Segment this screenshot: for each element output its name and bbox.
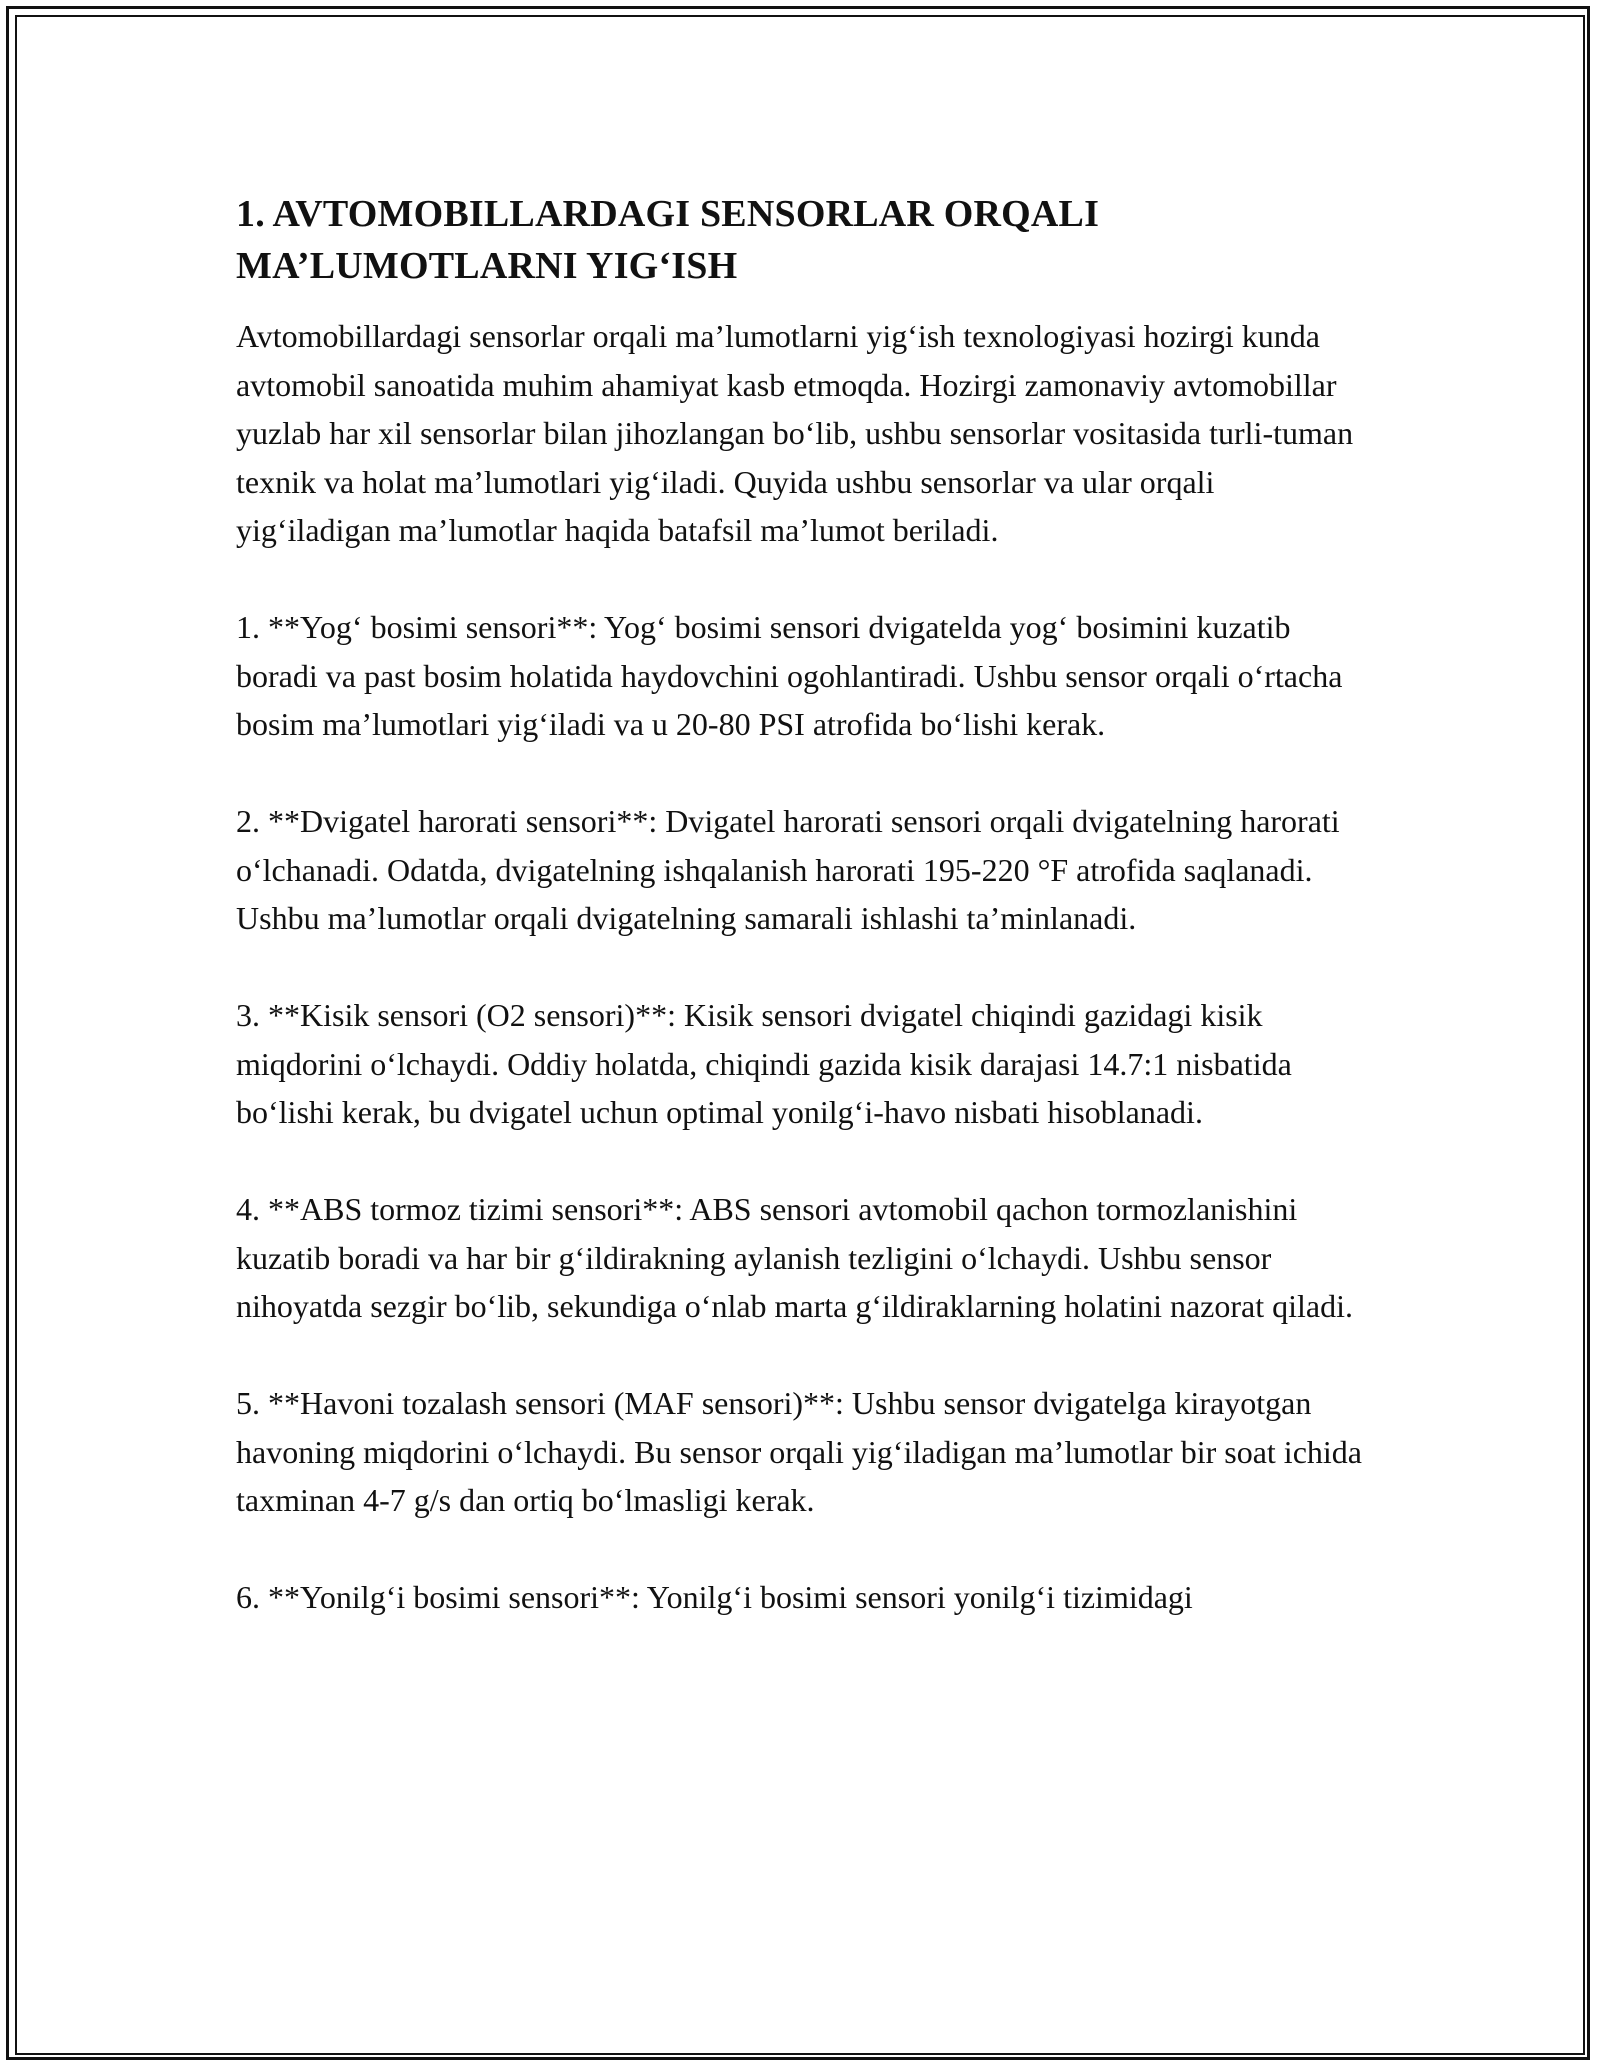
maf-sensor-paragraph: 5. **Havoni tozalash sensori (MAF sensori)**: Ushbu sensor dvigatelga kirayotgan havoning miqdorini o‘lchaydi. Bu sensor orqali yig‘iladigan ma’lumotlar bir soat ichida taxminan 4-7 g/s dan ortiq bo‘lmasligi kerak. xyxy=(236,1385,1362,1518)
abs-sensor-paragraph: 4. **ABS tormoz tizimi sensori**: ABS sensori avtomobil qachon tormozlanishini kuzatib boradi va har bir g‘ildirakning aylanish tezligini o‘lchaydi. Ushbu sensor nihoyatda sezgir bo‘lib, sekundiga o‘nlab marta g‘ildiraklarning holatini nazorat qiladi. xyxy=(236,1191,1353,1324)
fuel-pressure-sensor-paragraph: 6. **Yonilg‘i bosimi sensori**: Yonilg‘i bosimi sensori yonilg‘i tizimidagi xyxy=(236,1579,1193,1615)
section-heading xyxy=(236,188,1376,292)
oil-pressure-sensor-paragraph: 1. **Yog‘ bosimi sensori**: Yog‘ bosimi sensori dvigatelda yog‘ bosimini kuzatib boradi va past bosim holatida haydovchini ogohlantiradi. Ushbu sensor orqali o‘rtacha bosim ma’lumotlari yig‘iladi va u 20-80 PSI atrofida bo‘lishi kerak. xyxy=(236,609,1343,742)
section-heading-line2: MA’LUMOTLARNI YIG‘ISH xyxy=(236,245,738,287)
intro-paragraph: Avtomobillardagi sensorlar orqali ma’lumotlarni yig‘ish texnologiyasi hozirgi kunda avtomobil sanoatida muhim ahamiyat kasb etmoqda. Hozirgi zamonaviy avtomobillar yuzlab har xil sensorlar bilan jihozlangan bo‘lib, ushbu sensorlar vositasida turli-tuman texnik va holat ma’lumotlari yig‘iladi. Quyida ushbu sensorlar va ular orqali yig‘iladigan ma’lumotlar haqida batafsil ma’lumot beriladi. xyxy=(236,318,1354,548)
document-body xyxy=(236,188,1376,1670)
section-heading-line1: 1. AVTOMOBILLARDAGI SENSORLAR ORQALI xyxy=(236,193,1100,235)
engine-temperature-sensor-paragraph: 2. **Dvigatel harorati sensori**: Dvigatel harorati sensori orqali dvigatelning harorati o‘lchanadi. Odatda, dvigatelning ishqalanish harorati 195-220 °F atrofida saqlanadi. Ushbu ma’lumotlar orqali dvigatelning samarali ishlashi ta’minlanadi. xyxy=(236,803,1340,936)
oxygen-sensor-paragraph: 3. **Kisik sensori (O2 sensori)**: Kisik sensori dvigatel chiqindi gazidagi kisik miqdorini o‘lchaydi. Oddiy holatda, chiqindi gazida kisik darajasi 14.7:1 nisbatida bo‘lishi kerak, bu dvigatel uchun optimal yonilg‘i-havo nisbati hisoblanadi. xyxy=(236,997,1292,1130)
